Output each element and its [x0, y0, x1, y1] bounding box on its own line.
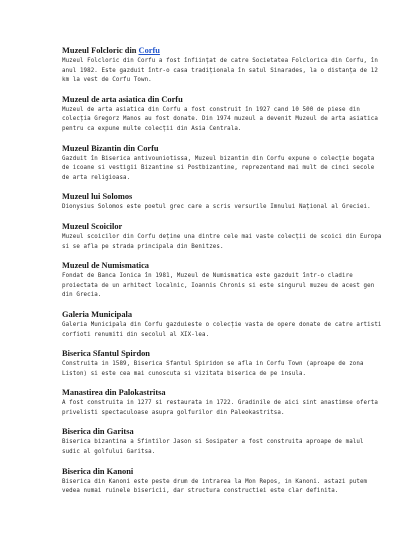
section-bizantin	[62, 144, 382, 184]
section-arta-asiatica	[62, 95, 382, 135]
title-text: Muzeul Folcloric din	[62, 46, 139, 55]
section-palokastritsa	[62, 388, 382, 418]
section-scoicilor	[62, 222, 382, 252]
section-title: Biserica Sfantul Spirdon	[62, 349, 150, 359]
section-title: Biserica din Garitsa	[62, 427, 134, 437]
section-body: Biserica din Kanoni este peste drum de intrarea la Mon Repos, in Kanoni. astazi putem vedea numai ruinele bisericii, dar structura constructiei este clar definita.	[62, 478, 368, 495]
section-solomos	[62, 192, 382, 213]
section-kanoni	[62, 467, 382, 497]
section-body: Construita in 1589, Biserica Sfantul Spiridon se afla in Corfu Town (aproape de zona Liston) si este cea mai cunoscuta si vizitata biserica de pe insula.	[62, 361, 364, 377]
section-galeria	[62, 310, 382, 340]
section-body: Biserica bizantina a Sfintilor Jason si Sosipater a fost construita aproape de malul sudic al golfului Garitsa.	[62, 439, 364, 456]
section-title: Muzeul de Numismatica	[62, 261, 149, 271]
section-folcloric	[62, 46, 382, 86]
section-garitsa	[62, 427, 382, 457]
section-body: Fondat de Banca Ionica în 1981, Muzeul de Numismatica este gazduit într-o cladire proiectata de un arhitect localnic, Ioannis Chronis si este singurul muzeu de acest gen din Grecia.	[62, 273, 375, 299]
section-title: Muzeul Bizantin din Corfu	[62, 143, 159, 153]
section-title: Muzeul de arta asiatica din Corfu	[62, 94, 183, 104]
section-body: A fost construita in 1277 si restaurata in 1722. Gradinile de aici sint anastimse oferta privelisti spectaculoase asupra golfurilor din Paleokastritsa.	[62, 400, 378, 416]
section-body: Dionysius Solomos este poetul grec care a scris versurile Imnului Național al Greciei.	[62, 204, 371, 211]
section-title: Muzeul lui Solomos	[62, 192, 133, 202]
section-spirdon	[62, 349, 382, 379]
section-body: Muzeul Folcloric din Corfu a fost înființat de catre Societatea Folclorica din Corfu, în anul 1982. Este gazduit într-o casa tradiționala în satul Sinarades, la o distanța de 12 km la vest de Corfu Town.	[62, 58, 378, 84]
section-title: Biserica din Kanoni	[62, 466, 134, 476]
section-title: Muzeul Scoicilor	[62, 221, 123, 231]
section-body: Galeria Municipala din Corfu gazduieste o colecție vasta de opere donate de catre artisti corfioti renumiti din secolul al XIX-lea.	[62, 321, 382, 338]
section-title: Galeria Municipala	[62, 309, 133, 319]
section-body: Muzeul de arta asiatica din Corfu a fost construit în 1927 cand 10 500 de piese din colecția Gregorz Manos au fost donate. Din 1974 muzeul a devenit Muzeul de arta asiatica pentru ca expune multe colecții din Asia Centrala.	[62, 106, 378, 132]
section-numismatica	[62, 261, 382, 301]
section-body: Muzeul scoicilor din Corfu deține una dintre cele mai vaste colecții de scoici din Europa si se afla pe strada principala din Benitzes.	[62, 233, 382, 250]
section-title: Manastirea din Palokastritsa	[62, 388, 166, 398]
section-body: Gazduit în Biserica antivouniotissa, Muzeul bizantin din Corfu expune o colecție bogata de icoane si vestigii Bizantine si Postbizantine, reprezentand mai mult de cinci secole de arta religioasa.	[62, 155, 375, 181]
section-title	[62, 46, 382, 56]
corfu-link[interactable]: Corfu	[138, 46, 160, 55]
